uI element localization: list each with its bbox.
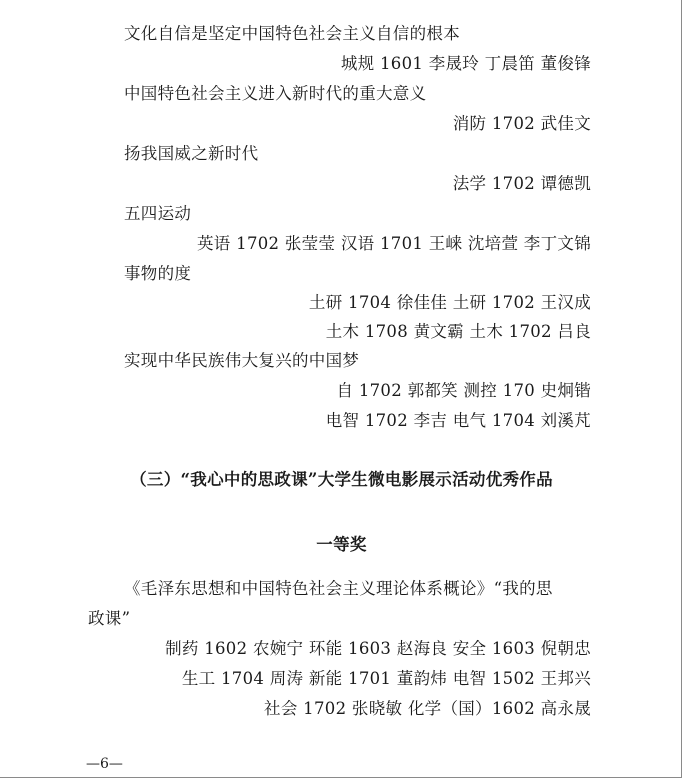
author-line: 法学 1702 谭德凯: [452, 174, 591, 193]
work-title: 文化自信是坚定中国特色社会主义自信的根本: [124, 24, 460, 43]
author-line: 土研 1704 徐佳佳 土研 1702 王汉成: [308, 293, 591, 312]
work-title: 事物的度: [124, 264, 192, 283]
author-line: 消防 1702 武佳文: [452, 114, 591, 133]
work-title: 五四运动: [124, 204, 192, 223]
page-number: —6—: [86, 756, 123, 772]
work-title: 实现中华民族伟大复兴的中国梦: [124, 351, 360, 370]
work-title-continuation: 政课”: [88, 609, 131, 628]
author-line: 英语 1702 张莹莹 汉语 1701 王崃 沈培萱 李丁文锦: [197, 234, 591, 253]
author-line: 电智 1702 李吉 电气 1704 刘溪芃: [325, 411, 591, 430]
author-line: 自 1702 郭都笑 测控 170 史炯锴: [336, 381, 591, 400]
section-heading: （三）“我心中的思政课”大学生微电影展示活动优秀作品: [130, 470, 553, 489]
work-title: 中国特色社会主义进入新时代的重大意义: [124, 84, 427, 103]
author-line: 生工 1704 周涛 新能 1701 董韵炜 电智 1502 王邦兴: [181, 669, 591, 688]
work-title: 扬我国威之新时代: [124, 144, 259, 163]
author-line: 社会 1702 张晓敏 化学（国）1602 高永晟: [264, 699, 591, 718]
award-heading: 一等奖: [316, 535, 367, 554]
author-line: 城规 1601 李晟玲 丁晨笛 董俊锋: [340, 54, 591, 73]
author-line: 制药 1602 农婉宁 环能 1603 赵海良 安全 1603 倪朝忠: [165, 639, 591, 658]
author-line: 土木 1708 黄文霸 土木 1702 吕良: [325, 322, 591, 341]
work-title: 《毛泽东思想和中国特色社会主义理论体系概论》“我的思: [124, 579, 553, 598]
